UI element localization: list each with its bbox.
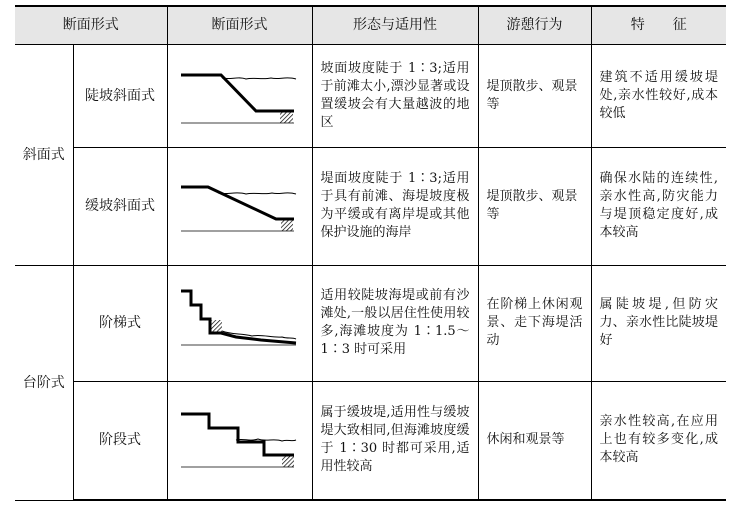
feature-text: 亲水性较高,在应用上也有较多变化,成本较高 [591, 381, 726, 500]
recreation-text: 在阶梯上休闲观景、走下海堤活动 [478, 265, 591, 381]
row-name: 阶梯式 [73, 265, 167, 381]
row-name: 陡坡斜面式 [73, 44, 167, 147]
category-stepped: 台阶式 [15, 265, 73, 500]
recreation-text: 休闲和观景等 [478, 381, 591, 500]
header-recreation: 游憩行为 [478, 6, 591, 44]
gentle-slope-diagram [167, 147, 312, 265]
table-row [15, 381, 726, 500]
form-applicability-text: 适用较陡坡海堤或前有沙滩处,一般以居住性使用较多,海滩坡度为 1∶1.5～1∶3 时可采用 [312, 265, 478, 381]
form-applicability-text: 坡面坡度陡于 1∶3;适用于前滩太小,漂沙显著或设置缓坡会有大量越波的地区 [312, 44, 478, 147]
recreation-text: 堤顶散步、观景等 [478, 147, 591, 265]
feature-text: 属陡坡堤,但防灾力、亲水性比陡坡堤好 [591, 265, 726, 381]
steep-slope-diagram [167, 44, 312, 147]
seawall-section-table [15, 5, 726, 501]
table-row [15, 44, 726, 147]
steep-slope-illustration [176, 61, 304, 131]
table-row [15, 265, 726, 381]
recreation-text: 堤顶散步、观景等 [478, 44, 591, 147]
gentle-slope-illustration [176, 171, 304, 241]
terrace-illustration [176, 400, 304, 480]
feature-text: 确保水陆的连续性,亲水性高,防灾能力与堤顶稳定度好,成本较高 [591, 147, 726, 265]
row-name: 阶段式 [73, 381, 167, 500]
form-applicability-text: 堤面坡度陡于 1∶3;适用于具有前滩、海堤坡度极为平缓或有离岸堤或其他保护设施的海岸 [312, 147, 478, 265]
header-row [15, 6, 726, 44]
header-section-type: 断面形式 [15, 6, 167, 44]
header-form-applicability: 形态与适用性 [312, 6, 478, 44]
header-features: 特 征 [591, 6, 726, 44]
stair-diagram [167, 265, 312, 381]
row-name: 缓坡斜面式 [73, 147, 167, 265]
form-applicability-text: 属于缓坡堤,适用性与缓坡堤大致相同,但海滩坡度缓于 1∶30 时都可采用,适用性较高 [312, 381, 478, 500]
feature-text: 建筑不适用缓坡堤处,亲水性较好,成本较低 [591, 44, 726, 147]
category-slope: 斜面式 [15, 44, 73, 265]
table-row [15, 147, 726, 265]
terrace-diagram [167, 381, 312, 500]
header-section-diagram: 断面形式 [167, 6, 312, 44]
stair-illustration [176, 283, 304, 363]
